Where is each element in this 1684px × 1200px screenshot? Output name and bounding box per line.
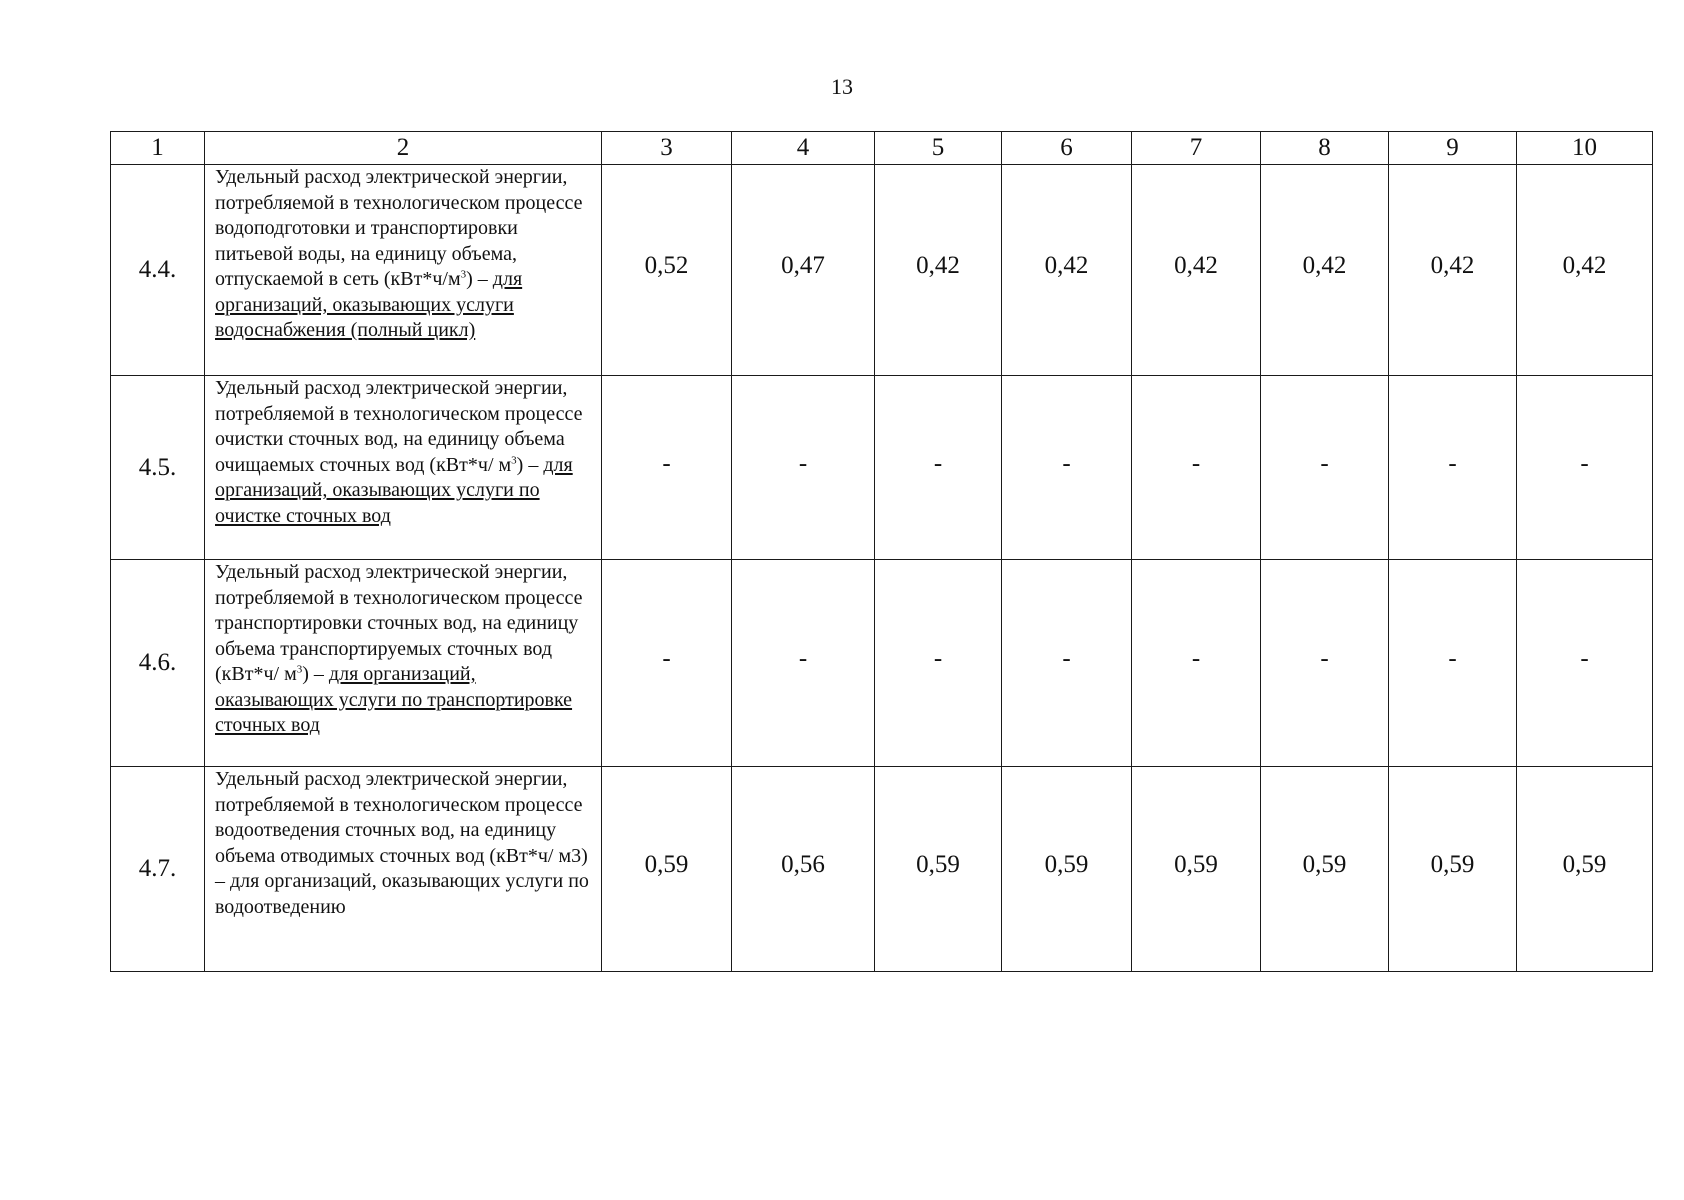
column-header: 6 [1002,132,1132,165]
table-row [111,767,1653,972]
column-header: 7 [1132,132,1261,165]
page-number: 13 [831,74,853,99]
value-cell: - [1389,376,1517,560]
value-cell: - [602,376,732,560]
value-cell: 0,42 [1132,165,1261,376]
row-number: 4.7. [111,767,205,972]
column-header: 4 [732,132,875,165]
row-number: 4.6. [111,560,205,767]
value-cell: 0,42 [1389,165,1517,376]
value-cell: 0,42 [1002,165,1132,376]
value-cell: 0,59 [875,767,1002,972]
row-number: 4.4. [111,165,205,376]
value-cell: 0,52 [602,165,732,376]
value-cell: 0,42 [875,165,1002,376]
row-number: 4.5. [111,376,205,560]
value-cell: 0,59 [1002,767,1132,972]
value-cell: - [732,376,875,560]
column-header: 5 [875,132,1002,165]
indicator-description: Удельный расход электрической энергии, потребляемой в технологическом процессе очистки сточных вод, на единицу объема очищаемых сточных вод (кВт*ч/ $м^3$) – для организаций, оказывающих услуги по очистке сточных вод [205,376,602,560]
value-cell: - [1517,376,1653,560]
column-header: 2 [205,132,602,165]
column-header: 3 [602,132,732,165]
value-cell: - [1132,560,1261,767]
value-cell: - [1261,560,1389,767]
value-cell: 0,42 [1517,165,1653,376]
indicator-description: Удельный расход электрической энергии, потребляемой в технологическом процессе транспортировки сточных вод, на единицу объема транспортируемых сточных вод (кВт*ч/ $м^3$) – для организаций, оказывающих услуги по транспортировке сточных вод [205,560,602,767]
value-cell: - [1389,560,1517,767]
column-header: 9 [1389,132,1517,165]
column-header: 10 [1517,132,1653,165]
column-header: 8 [1261,132,1389,165]
indicator-description: Удельный расход электрической энергии, потребляемой в технологическом процессе водоподготовки и транспортировки питьевой воды, на единицу объема, отпускаемой в сеть $(кВт*ч/м^3)$ – для организаций, оказывающих услуги водоснабжения (полный цикл) [205,165,602,376]
value-cell: - [1261,376,1389,560]
value-cell: 0,59 [1132,767,1261,972]
value-cell: - [875,376,1002,560]
value-cell: - [1517,560,1653,767]
table-row [111,165,1653,376]
value-cell: - [1002,376,1132,560]
value-cell: 0,56 [732,767,875,972]
value-cell: 0,59 [1517,767,1653,972]
indicator-description: Удельный расход электрической энергии, потребляемой в технологическом процессе водоотведения сточных вод, на единицу объема отводимых сточных вод (кВт*ч/ м3) – для организаций, оказывающих услуги по водоотведению [205,767,602,972]
value-cell: - [1002,560,1132,767]
table-row [111,376,1653,560]
header-row [111,132,1653,165]
value-cell: - [732,560,875,767]
value-cell: 0,59 [1389,767,1517,972]
value-cell: 0,47 [732,165,875,376]
value-cell: - [875,560,1002,767]
table-row [111,560,1653,767]
value-cell: - [602,560,732,767]
indicators-table [110,131,1653,972]
value-cell: 0,59 [602,767,732,972]
value-cell: 0,59 [1261,767,1389,972]
value-cell: - [1132,376,1261,560]
column-header: 1 [111,132,205,165]
value-cell: 0,42 [1261,165,1389,376]
